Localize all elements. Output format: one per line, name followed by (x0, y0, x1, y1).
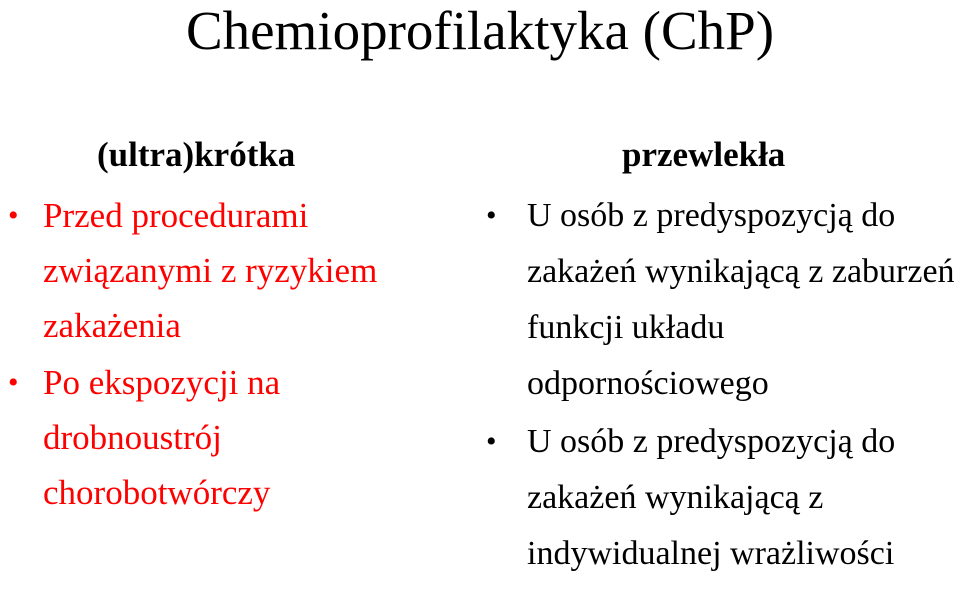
slide-title: Chemioprofilaktyka (ChP) (185, 0, 775, 61)
column-short-term (8, 133, 420, 522)
bullet-text: Przed procedurami związanymi z ryzykiem zakażenia (43, 196, 378, 345)
bullet-text: Po ekspozycji na drobnoustrój chorobotwórczy (43, 363, 281, 512)
column-heading-short-term: (ultra)krótka (97, 135, 296, 174)
bullet-item (8, 355, 420, 520)
column-heading-chronic: przewlekła (622, 135, 786, 174)
bullet-text: U osób z predyspozycją do zakażeń wynikającą z zaburzeń funkcji układu odpornościowego (527, 197, 955, 402)
bullet-item (8, 188, 420, 353)
bullet-list-chronic (486, 188, 960, 582)
bullet-item (486, 414, 960, 582)
bullet-dot-icon: • (8, 199, 19, 232)
column-chronic (486, 133, 960, 584)
bullet-list-short-term (8, 188, 420, 520)
bullet-dot-icon: • (486, 199, 497, 232)
bullet-dot-icon: • (486, 425, 497, 458)
bullet-item (486, 188, 960, 412)
bullet-text: U osób z predyspozycją do zakażeń wynikającą z indywidualnej wrażliwości (527, 423, 896, 572)
bullet-dot-icon: • (8, 366, 19, 399)
